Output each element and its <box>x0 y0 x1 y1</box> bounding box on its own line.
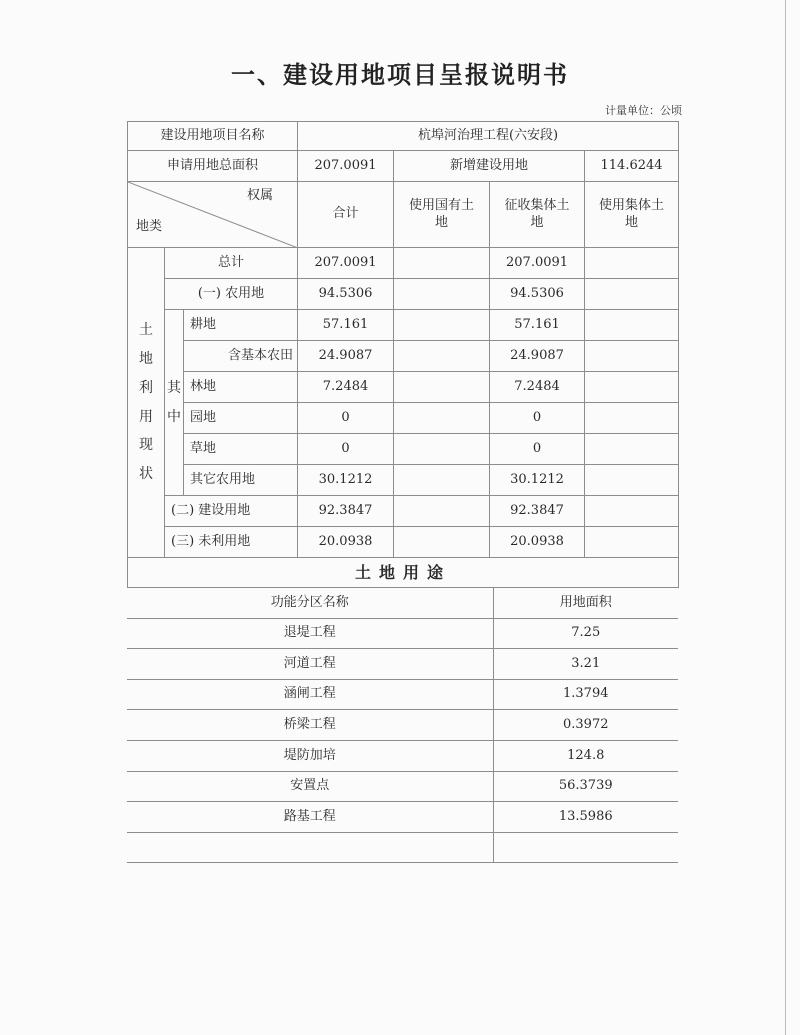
usage-area: 7.25 <box>493 618 678 649</box>
project-name-value: 杭埠河治理工程(六安段) <box>298 122 679 151</box>
row-label: 其它农用地 <box>184 465 298 496</box>
usage-name: 安置点 <box>127 771 493 802</box>
row-total: 94.5306 <box>298 279 394 310</box>
status-row-construction <box>128 496 679 527</box>
page-edge <box>785 0 786 1035</box>
row-use <box>585 527 679 558</box>
row-collect: 92.3847 <box>490 496 585 527</box>
usage-name: 涵闸工程 <box>127 679 493 710</box>
usage-row <box>127 740 678 771</box>
row-total: 30.1212 <box>298 465 394 496</box>
status-row-cultivated <box>128 310 679 341</box>
row-collect: 24.9087 <box>490 341 585 372</box>
row-use <box>585 403 679 434</box>
row-collect: 7.2484 <box>490 372 585 403</box>
row-state <box>394 310 490 341</box>
row-use <box>585 248 679 279</box>
usage-name: 桥梁工程 <box>127 710 493 741</box>
land-use-form <box>127 121 678 863</box>
row-label: (一) 农用地 <box>165 279 298 310</box>
usage-col-area: 用地面积 <box>493 588 678 619</box>
measurement-unit: 计量单位：公顷 <box>605 104 682 117</box>
row-label: (三) 未利用地 <box>165 527 298 558</box>
row-total: 92.3847 <box>298 496 394 527</box>
row-use <box>585 341 679 372</box>
status-row-garden <box>128 403 679 434</box>
usage-name: 堤防加培 <box>127 740 493 771</box>
col-collect-header: 征收集体土地 <box>490 182 585 248</box>
status-row-unused <box>128 527 679 558</box>
sub-label-text: 其中 <box>167 379 181 425</box>
row-collect: 0 <box>490 434 585 465</box>
row-total: 20.0938 <box>298 527 394 558</box>
row-total: 207.0091 <box>298 248 394 279</box>
usage-area: 56.3739 <box>493 771 678 802</box>
total-area-value: 207.0091 <box>298 151 394 182</box>
usage-col-header-row <box>127 588 678 619</box>
row-collect: 57.161 <box>490 310 585 341</box>
row-use <box>585 496 679 527</box>
status-row-total <box>128 248 679 279</box>
col-state-header: 使用国有土地 <box>394 182 490 248</box>
row-collect: 20.0938 <box>490 527 585 558</box>
usage-heading-row <box>128 558 679 588</box>
usage-list-table <box>127 587 678 863</box>
ownership-header: 权属 <box>247 188 274 203</box>
usage-row <box>127 679 678 710</box>
row-use <box>585 279 679 310</box>
usage-blank-row <box>127 832 678 863</box>
usage-row <box>127 618 678 649</box>
usage-name: 路基工程 <box>127 802 493 833</box>
row-label: 耕地 <box>184 310 298 341</box>
row-state <box>394 403 490 434</box>
row-total: 0 <box>298 403 394 434</box>
row-state <box>394 372 490 403</box>
row-use <box>585 310 679 341</box>
row-label: 含基本农田 <box>184 341 298 372</box>
row-total: 7.2484 <box>298 372 394 403</box>
row-state <box>394 527 490 558</box>
row-label: 草地 <box>184 434 298 465</box>
row-collect: 0 <box>490 403 585 434</box>
project-name-label: 建设用地项目名称 <box>128 122 298 151</box>
row-state <box>394 434 490 465</box>
row-use <box>585 372 679 403</box>
usage-row <box>127 710 678 741</box>
row-total: 24.9087 <box>298 341 394 372</box>
row-label: 总计 <box>165 248 298 279</box>
usage-blank-cell <box>127 832 493 863</box>
landtype-header: 地类 <box>136 218 163 234</box>
usage-name: 退堤工程 <box>127 618 493 649</box>
row-collect: 94.5306 <box>490 279 585 310</box>
status-row-forest <box>128 372 679 403</box>
side-label <box>128 248 165 558</box>
row-label: 园地 <box>184 403 298 434</box>
land-status-table <box>127 181 679 558</box>
status-row-grassland <box>128 434 679 465</box>
usage-area: 124.8 <box>493 740 678 771</box>
row-label: 林地 <box>184 372 298 403</box>
row-state <box>394 496 490 527</box>
status-row-other-farmland <box>128 465 679 496</box>
usage-blank-cell <box>493 832 678 863</box>
row-state <box>394 465 490 496</box>
total-area-label: 申请用地总面积 <box>128 151 298 182</box>
col-collective-use-header: 使用集体土地 <box>585 182 679 248</box>
project-area-row <box>128 151 679 182</box>
project-name-row <box>128 122 679 151</box>
row-state <box>394 341 490 372</box>
status-row-farmland <box>128 279 679 310</box>
usage-area: 3.21 <box>493 649 678 680</box>
row-label: (二) 建设用地 <box>165 496 298 527</box>
usage-row <box>127 771 678 802</box>
page-title: 一、建设用地项目呈报说明书 <box>231 61 569 89</box>
row-state <box>394 248 490 279</box>
usage-area: 13.5986 <box>493 802 678 833</box>
status-header-row <box>128 182 679 248</box>
usage-name: 河道工程 <box>127 649 493 680</box>
diagonal-header-cell <box>128 182 298 248</box>
row-collect: 30.1212 <box>490 465 585 496</box>
row-state <box>394 279 490 310</box>
row-total: 0 <box>298 434 394 465</box>
row-total: 57.161 <box>298 310 394 341</box>
new-area-value: 114.6244 <box>585 151 679 182</box>
usage-area: 1.3794 <box>493 679 678 710</box>
usage-area: 0.3972 <box>493 710 678 741</box>
usage-row <box>127 802 678 833</box>
usage-col-name: 功能分区名称 <box>127 588 493 619</box>
new-area-label: 新增建设用地 <box>394 151 585 182</box>
project-info-table <box>127 121 679 182</box>
row-collect: 207.0091 <box>490 248 585 279</box>
col-total-header: 合计 <box>298 182 394 248</box>
status-row-basic-farmland <box>128 341 679 372</box>
usage-heading: 土地用途 <box>128 558 679 588</box>
side-label-text: 土地利用现状 <box>139 322 153 482</box>
sub-label <box>165 310 184 496</box>
usage-row <box>127 649 678 680</box>
row-use <box>585 465 679 496</box>
land-usage-table <box>127 557 679 588</box>
row-use <box>585 434 679 465</box>
